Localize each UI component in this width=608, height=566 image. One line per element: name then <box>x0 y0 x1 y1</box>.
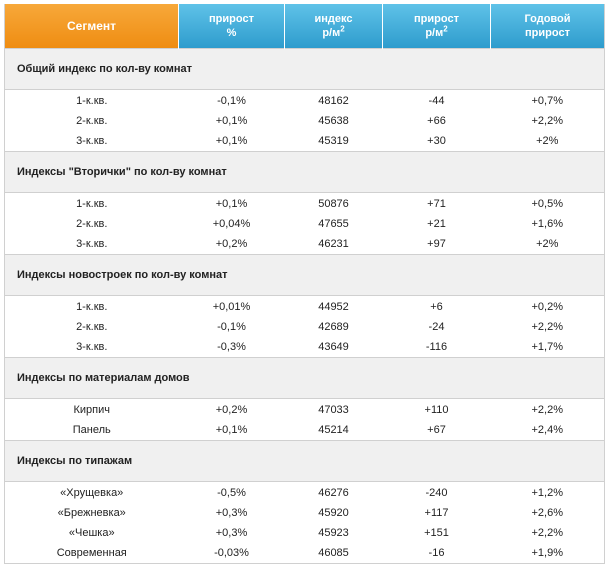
index-cell: 45214 <box>318 424 349 436</box>
section-header-row <box>5 152 605 193</box>
annual-growth-cell: +0,2% <box>531 301 563 313</box>
index-cell: 47033 <box>318 404 349 416</box>
growth-pct-cell: +0,1% <box>215 198 248 210</box>
header-growth-rub: прирост $р/м^2$ <box>383 4 491 49</box>
growth-pct-cell: -0,3% <box>217 341 246 353</box>
table-row <box>5 90 605 112</box>
growth-pct-cell: +0,1% <box>215 115 248 127</box>
table-row <box>5 131 605 152</box>
segment-cell: 1-к.кв. <box>76 95 108 107</box>
table-row <box>5 399 605 421</box>
segment-cell: «Хрущевка» <box>60 487 124 499</box>
table-row <box>5 420 605 441</box>
annual-growth-cell: +2,2% <box>531 404 563 416</box>
growth-rub-cell: +6 <box>430 301 443 313</box>
table-row <box>5 193 605 215</box>
segment-cell: 3-к.кв. <box>76 341 108 353</box>
table-row <box>5 214 605 234</box>
growth-pct-cell: -0,1% <box>217 321 246 333</box>
index-cell: 43649 <box>318 341 349 353</box>
header-annual-growth: Годовой прирост <box>491 4 605 49</box>
growth-pct-cell: +0,3% <box>215 527 248 539</box>
segment-cell: 1-к.кв. <box>76 198 108 210</box>
header-growth-pct: прирост % <box>179 4 285 49</box>
growth-pct-cell: -0,1% <box>217 95 246 107</box>
growth-pct-cell: +0,04% <box>212 218 251 230</box>
segment-cell: «Чешка» <box>68 527 115 539</box>
section-title: Индексы новостроек по кол-ву комнат <box>5 255 605 296</box>
growth-rub-cell: +71 <box>427 198 446 210</box>
index-cell: 45923 <box>318 527 349 539</box>
index-cell: 46231 <box>318 238 349 250</box>
table-body <box>5 49 605 564</box>
index-cell: 44952 <box>318 301 349 313</box>
growth-rub-cell: +117 <box>424 507 449 519</box>
growth-rub-cell: +21 <box>427 218 446 230</box>
annual-growth-cell: +1,7% <box>531 341 563 353</box>
table-header <box>5 4 605 49</box>
growth-pct-cell: +0,1% <box>215 135 248 147</box>
growth-pct-cell: +0,01% <box>212 301 251 313</box>
growth-pct-cell: -0,5% <box>217 487 246 499</box>
growth-rub-cell: -16 <box>428 547 445 559</box>
section-header-row <box>5 358 605 399</box>
index-cell: 48162 <box>318 95 349 107</box>
table-row <box>5 317 605 337</box>
segment-cell: 2-к.кв. <box>76 218 108 230</box>
section-header-row <box>5 255 605 296</box>
growth-pct-cell: +0,3% <box>215 507 248 519</box>
segment-cell: 2-к.кв. <box>76 115 108 127</box>
annual-growth-cell: +1,2% <box>531 487 563 499</box>
index-cell: 45920 <box>318 507 349 519</box>
table-row <box>5 296 605 318</box>
annual-growth-cell: +2,2% <box>531 115 563 127</box>
index-cell: 42689 <box>318 321 349 333</box>
growth-pct-cell: +0,1% <box>215 424 248 436</box>
annual-growth-cell: +2,4% <box>531 424 563 436</box>
section-title: Индексы по типажам <box>5 441 605 482</box>
section-title: Индексы "Вторички" по кол-ву комнат <box>5 152 605 193</box>
index-cell: 50876 <box>318 198 349 210</box>
annual-growth-cell: +0,7% <box>531 95 563 107</box>
annual-growth-cell: +2,2% <box>531 321 563 333</box>
section-header-row <box>5 441 605 482</box>
annual-growth-cell: +2% <box>536 135 559 147</box>
annual-growth-cell: +0,5% <box>531 198 563 210</box>
table-row <box>5 543 605 564</box>
table-row <box>5 337 605 358</box>
header-segment: Сегмент <box>5 4 179 49</box>
annual-growth-cell: +2,6% <box>531 507 563 519</box>
growth-rub-cell: +97 <box>427 238 446 250</box>
index-cell: 46085 <box>318 547 349 559</box>
price-index-table <box>4 4 605 564</box>
table-row <box>5 482 605 504</box>
index-cell: 45319 <box>318 135 349 147</box>
table-row <box>5 503 605 523</box>
segment-cell: Кирпич <box>73 404 110 416</box>
section-title: Индексы по материалам домов <box>5 358 605 399</box>
annual-growth-cell: +1,6% <box>531 218 563 230</box>
index-cell: 45638 <box>318 115 349 127</box>
growth-rub-cell: -240 <box>425 487 448 499</box>
segment-cell: Панель <box>72 424 111 436</box>
annual-growth-cell: +2% <box>536 238 559 250</box>
price-index-table-container <box>4 4 604 564</box>
growth-rub-cell: -44 <box>428 95 445 107</box>
segment-cell: 3-к.кв. <box>76 135 108 147</box>
growth-rub-cell: +30 <box>427 135 446 147</box>
table-row <box>5 234 605 255</box>
segment-cell: 3-к.кв. <box>76 238 108 250</box>
index-cell: 47655 <box>318 218 349 230</box>
section-header-row <box>5 49 605 90</box>
index-cell: 46276 <box>318 487 349 499</box>
annual-growth-cell: +1,9% <box>531 547 563 559</box>
segment-cell: 2-к.кв. <box>76 321 108 333</box>
growth-rub-cell: -116 <box>425 341 448 353</box>
table-row <box>5 523 605 543</box>
section-title: Общий индекс по кол-ву комнат <box>5 49 605 90</box>
annual-growth-cell: +2,2% <box>531 527 563 539</box>
growth-pct-cell: +0,2% <box>215 238 248 250</box>
growth-rub-cell: +110 <box>424 404 449 416</box>
table-row <box>5 111 605 131</box>
header-index: индекс $р/м^2$ <box>285 4 383 49</box>
segment-cell: «Брежневка» <box>57 507 126 519</box>
segment-cell: Современная <box>56 547 127 559</box>
growth-rub-cell: +151 <box>424 527 449 539</box>
growth-pct-cell: -0,03% <box>214 547 249 559</box>
segment-cell: 1-к.кв. <box>76 301 108 313</box>
growth-rub-cell: +67 <box>427 424 446 436</box>
growth-pct-cell: +0,2% <box>215 404 248 416</box>
growth-rub-cell: +66 <box>427 115 446 127</box>
growth-rub-cell: -24 <box>428 321 445 333</box>
